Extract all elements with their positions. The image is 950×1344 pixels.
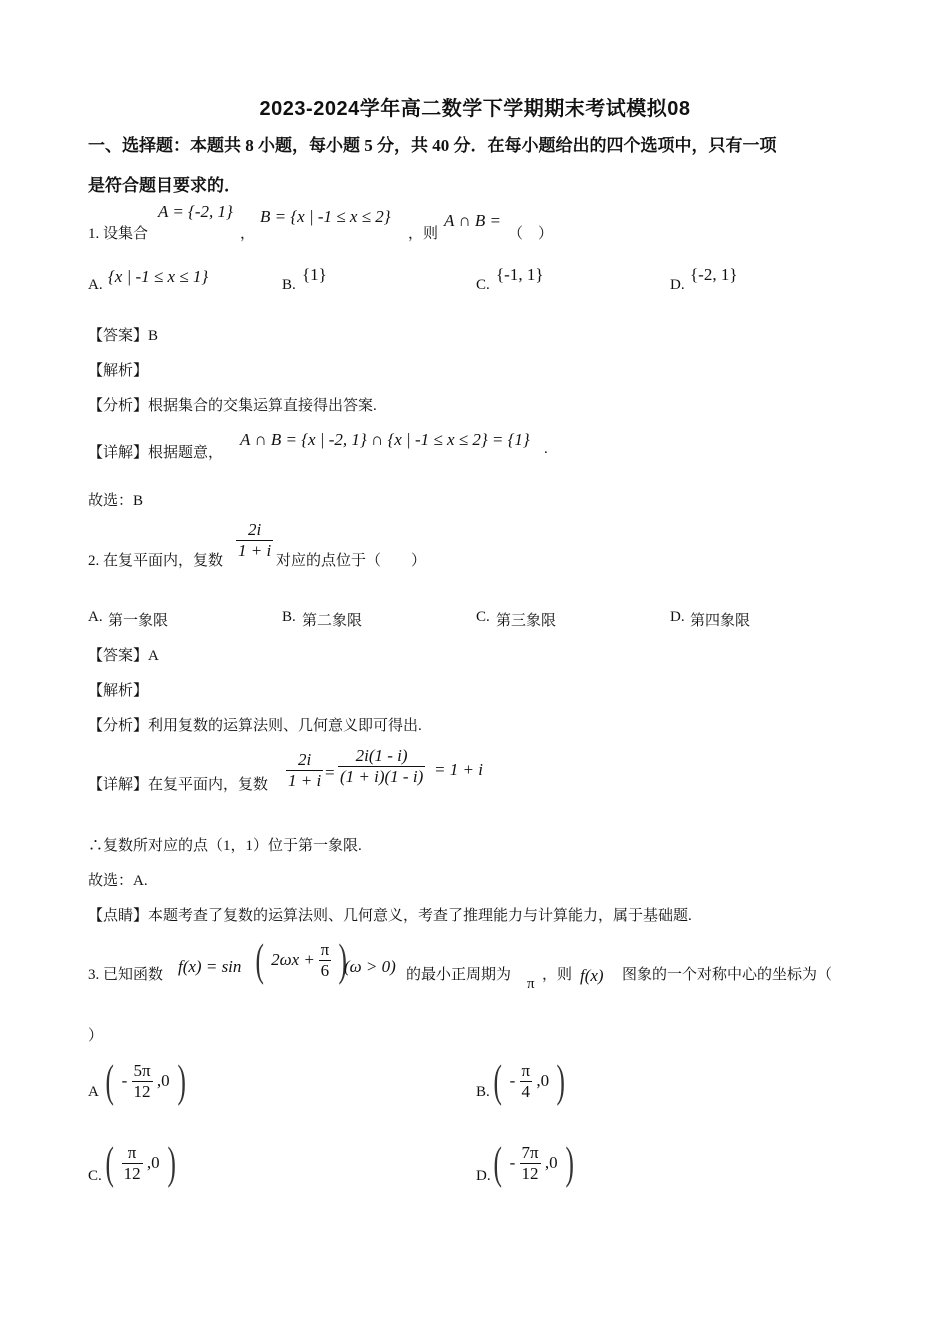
q3-option-b-zero: ,0 <box>536 1071 550 1090</box>
q1-choose: 故选：B <box>88 493 144 509</box>
q3-option-c-label: C. <box>88 1168 102 1184</box>
q2-option-b-value: 第二象限 <box>302 613 363 629</box>
q3-option-c-den: 12 <box>123 1163 141 1183</box>
q3-period: π <box>527 976 535 992</box>
q3-option-c-value <box>102 1137 179 1188</box>
q3-close: ） <box>88 1028 104 1044</box>
q2-prefix: 2. 在复平面内，复数 <box>88 553 224 569</box>
q3-pi-num: π <box>320 939 330 959</box>
q1-analysis-header: 【解析】 <box>88 363 149 379</box>
q3-option-d-value <box>490 1137 577 1188</box>
q3-option-d-den: 12 <box>520 1163 541 1184</box>
q2-detail-frac1-num: 2i <box>297 750 312 769</box>
q2-detail-prefix: 【详解】在复平面内，复数 <box>88 777 269 793</box>
q3-option-a-sign: - <box>121 1071 128 1090</box>
section-heading-line2: 是符合题目要求的． <box>88 176 241 195</box>
q3-option-c-paren-left: ( <box>105 1137 114 1188</box>
q2-option-a-label: A. <box>88 609 103 625</box>
q1-option-a-label: A. <box>88 277 103 293</box>
q3-option-d-num: 7π <box>521 1142 539 1162</box>
q3-option-a-label: A <box>88 1084 99 1100</box>
q1-set-b: B = {x | -1 ≤ x ≤ 2} <box>260 207 391 226</box>
q3-cond: (ω > 0) <box>344 957 396 976</box>
q2-suffix: 对应的点位于（ ） <box>276 553 427 569</box>
q3-option-c-paren-right: ) <box>167 1137 176 1188</box>
q2-frac-den: 1 + i <box>238 541 272 560</box>
q3-option-a-value <box>102 1055 189 1106</box>
q2-detail-frac1 <box>286 750 323 791</box>
q2-detail-equals: = <box>325 763 335 782</box>
q3-prefix: 3. 已知函数 <box>88 967 164 983</box>
q3-option-d-sign: - <box>509 1153 516 1172</box>
q3-option-c-num: π <box>127 1142 137 1162</box>
q2-comment: 【点睛】本题考查了复数的运算法则、几何意义，考查了推理能力与计算能力，属于基础题. <box>88 908 692 924</box>
q1-option-c-label: C. <box>476 277 490 293</box>
q2-choose: 故选：A. <box>88 873 148 889</box>
q1-prefix: 1. 设集合 <box>88 226 149 242</box>
q1-option-b-value: {1} <box>302 265 327 284</box>
q1-fenxi: 【分析】根据集合的交集运算直接得出答案. <box>88 398 377 414</box>
q3-mid: 的最小正周期为 <box>406 967 512 983</box>
q3-option-b-num: π <box>521 1060 531 1080</box>
q2-detail-frac2 <box>338 746 425 787</box>
q3-option-a-zero: ,0 <box>156 1071 170 1090</box>
q3-option-b-paren-left: ( <box>493 1055 502 1106</box>
q2-frac-num: 2i <box>247 520 262 539</box>
q2-option-a-value: 第一象限 <box>108 613 169 629</box>
q3-inner-left: 2ωx + <box>271 950 315 969</box>
q1-detail-period: . <box>544 441 548 457</box>
page-title: 2023-2024学年高二数学下学期期末考试模拟08 <box>259 98 691 120</box>
q1-paren: （ ） <box>508 226 554 242</box>
q2-fenxi: 【分析】利用复数的运算法则、几何意义即可得出. <box>88 718 422 734</box>
q2-option-c-label: C. <box>476 609 490 625</box>
q3-option-b-den: 4 <box>520 1081 533 1102</box>
q2-answer: 【答案】A <box>88 648 159 664</box>
q3-suffix: 图象的一个对称中心的坐标为（ <box>622 967 833 983</box>
q3-option-b-sign: - <box>509 1071 516 1090</box>
q3-option-a-paren-left: ( <box>105 1055 114 1106</box>
q2-option-b-label: B. <box>282 609 296 625</box>
section-heading-line1: 一、选择题：本题共 8 小题，每小题 5 分，共 40 分．在每小题给出的四个选项中，只有一项 <box>88 136 777 155</box>
q3-inner <box>252 934 350 985</box>
q1-comma: ， <box>240 226 256 242</box>
q2-therefore: ∴复数所对应的点（1，1）位于第一象限. <box>88 838 362 854</box>
q2-option-c-value: 第三象限 <box>496 613 557 629</box>
q3-paren-left: ( <box>255 934 264 985</box>
q3-option-b-value <box>490 1055 569 1106</box>
q1-then: ，则 <box>408 226 439 242</box>
q3-fx: f(x) <box>580 966 604 985</box>
q3-option-b-paren-right: ) <box>556 1055 566 1106</box>
q2-fraction <box>236 520 273 561</box>
q3-option-a-den: 12 <box>132 1081 153 1102</box>
q1-option-a-value: {x | -1 ≤ x ≤ 1} <box>108 267 209 286</box>
q3-option-b-label: B. <box>476 1084 490 1100</box>
q3-option-d-label: D. <box>476 1168 491 1184</box>
q3-option-d-zero: ,0 <box>544 1153 558 1172</box>
q3-func: f(x) = sin <box>178 957 242 976</box>
q1-detail-expr: A ∩ B = {x | -2, 1} ∩ {x | -1 ≤ x ≤ 2} = {1} <box>240 430 530 449</box>
q3-then: ，则 <box>542 967 573 983</box>
q3-pi-den: 6 <box>319 960 332 981</box>
q1-option-d-value: {-2, 1} <box>690 265 738 284</box>
q2-option-d-value: 第四象限 <box>690 613 751 629</box>
q2-option-d-label: D. <box>670 609 685 625</box>
q3-option-a-num: 5π <box>133 1060 151 1080</box>
q1-detail-prefix: 【详解】根据题意， <box>88 445 224 461</box>
q3-option-c-zero: ,0 <box>146 1153 160 1172</box>
q2-detail-frac2-num: 2i(1 - i) <box>355 746 408 765</box>
q1-option-d-label: D. <box>670 277 685 293</box>
q1-option-b-label: B. <box>282 277 296 293</box>
q1-option-c-value: {-1, 1} <box>496 265 544 284</box>
q2-analysis-header: 【解析】 <box>88 683 149 699</box>
q2-detail-frac2-den: (1 + i)(1 - i) <box>340 767 424 786</box>
q3-option-a-paren-right: ) <box>177 1055 186 1106</box>
q3-option-d-paren-right: ) <box>565 1137 574 1188</box>
q3-paren-right: ) <box>338 934 347 985</box>
q2-detail-frac1-den: 1 + i <box>288 771 322 790</box>
q2-detail-result: = 1 + i <box>434 760 483 779</box>
q3-option-d-paren-left: ( <box>493 1137 502 1188</box>
q1-set-a: A = {-2, 1} <box>158 202 233 221</box>
q1-answer: 【答案】B <box>88 328 159 344</box>
q1-expr: A ∩ B = <box>444 211 501 230</box>
